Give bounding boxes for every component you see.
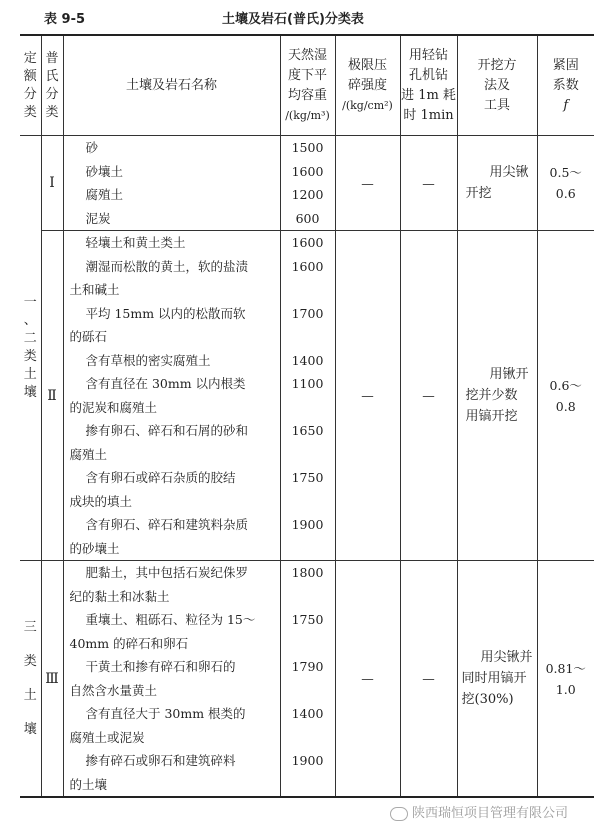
table-row-class-2 [20, 231, 594, 561]
strength-cell: — [335, 136, 400, 231]
table-number: 表 9-5 [44, 12, 86, 27]
coefficient-cell: 0.81～ 1.0 [537, 561, 594, 798]
header-row [20, 35, 594, 136]
header-drill-time: 用轻钻 孔机钻 进 1m 耗 时 1min [400, 35, 457, 136]
drill-time-cell: — [400, 231, 457, 561]
quota-class-cell-3: 三 类 土 壤 [20, 561, 41, 798]
header-name: 土壤及岩石名称 [63, 35, 280, 136]
method-cell: 用尖锹 开挖 [457, 136, 537, 231]
method-cell: 用锹开 挖并少数 用镐开挖 [457, 231, 537, 561]
header-density: 天然湿 度下平 均容重 /(kg/m³) [280, 35, 335, 136]
watermark: 陕西瑞恒项目管理有限公司 [390, 802, 568, 821]
header-strength: 极限压 碎强度 /(kg/cm²) [335, 35, 400, 136]
class-numeral: Ⅰ [41, 136, 63, 231]
header-protodyakonov-class: 普氏分类 [41, 35, 63, 136]
density-cell: 1500 1600 1200 600 [280, 136, 335, 231]
method-cell: 用尖锹并 同时用镐开 挖(30%) [457, 561, 537, 798]
names-cell: 肥黏土，其中包括石炭纪侏罗 纪的黏土和冰黏土 重壤土、粗砾石、粒径为 15～ 40mm 的碎石和卵石 干黄土和掺有碎石和卵石的 自然含水量黄土 含有直径大于 30mm 根类的 腐殖土或泥炭 掺有碎石或卵石和建筑碎料 的土壤 [63, 561, 280, 798]
table-row-class-3 [20, 561, 594, 798]
drill-time-cell: — [400, 136, 457, 231]
header-method: 开挖方 法及 工具 [457, 35, 537, 136]
class-numeral: Ⅱ [41, 231, 63, 561]
coefficient-cell: 0.6～ 0.8 [537, 231, 594, 561]
soil-rock-classification-table [20, 34, 594, 798]
wechat-icon [390, 807, 408, 821]
table-title: 土壤及岩石(普氏)分类表 [222, 12, 364, 27]
quota-class-cell-1-2: 一 、 二 类 土 壤 [20, 136, 41, 561]
drill-time-cell: — [400, 561, 457, 798]
class-numeral: Ⅲ [41, 561, 63, 798]
strength-cell: — [335, 231, 400, 561]
table-caption [0, 8, 612, 30]
density-cell: 1800 1750 1790 1400 1900 [280, 561, 335, 798]
strength-cell: — [335, 561, 400, 798]
density-cell: 1600 1600 1700 1400 1100 1650 1750 1900 [280, 231, 335, 561]
coefficient-cell: 0.5～ 0.6 [537, 136, 594, 231]
table-row-class-1 [20, 136, 594, 231]
header-quota-class: 定额分类 [20, 35, 41, 136]
names-cell: 轻壤土和黄土类土 潮湿而松散的黄土，软的盐渍 土和碱土 平均 15mm 以内的松散而软 的砾石 含有草根的密实腐殖土 含有直径在 30mm 以内根类 的泥炭和腐殖土 掺有卵石、碎石和石屑的砂和 腐殖土 含有卵石或碎石杂质的胶结 成块的填土 含有卵石、碎石和建筑料杂质 的砂壤土 [63, 231, 280, 561]
names-cell: 砂 砂壤土 腐殖土 泥炭 [63, 136, 280, 231]
header-coefficient: 紧固 系数 f [537, 35, 594, 136]
